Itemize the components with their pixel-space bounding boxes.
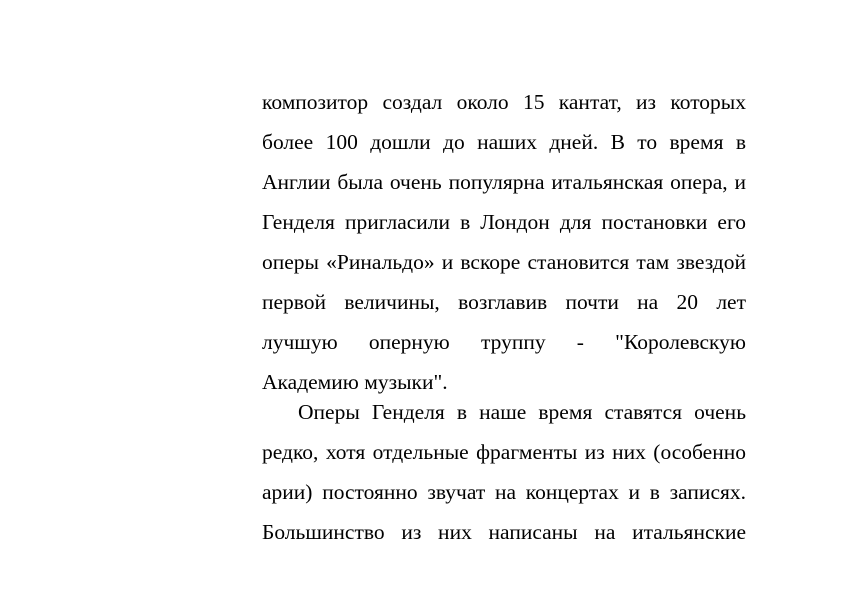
paragraph-end-line: Академию музыки". [262, 370, 448, 394]
text-line: редко, хотя отдельные фрагменты из них (особенно [262, 440, 746, 464]
text-line: арии) постоянно звучат на концертах и в записях. [262, 480, 746, 504]
text-line: Генделя пригласили в Лондон для постановки его [262, 210, 746, 234]
paragraph-start-line: Оперы Генделя в наше время ставятся очень [298, 400, 746, 424]
text-line: более 100 дошли до наших дней. В то время в [262, 130, 746, 154]
text-line: Большинство из них написаны на итальянские [262, 520, 746, 544]
text-line: первой величины, возглавив почти на 20 лет [262, 290, 746, 314]
document-body [262, 84, 746, 554]
text-line: композитор создал около 15 кантат, из которых [262, 90, 746, 114]
text-line: оперы «Ринальдо» и вскоре становится там звездой [262, 250, 746, 274]
text-line: Англии была очень популярна итальянская опера, и [262, 170, 746, 194]
text-line: лучшую оперную труппу - "Королевскую [262, 330, 746, 354]
